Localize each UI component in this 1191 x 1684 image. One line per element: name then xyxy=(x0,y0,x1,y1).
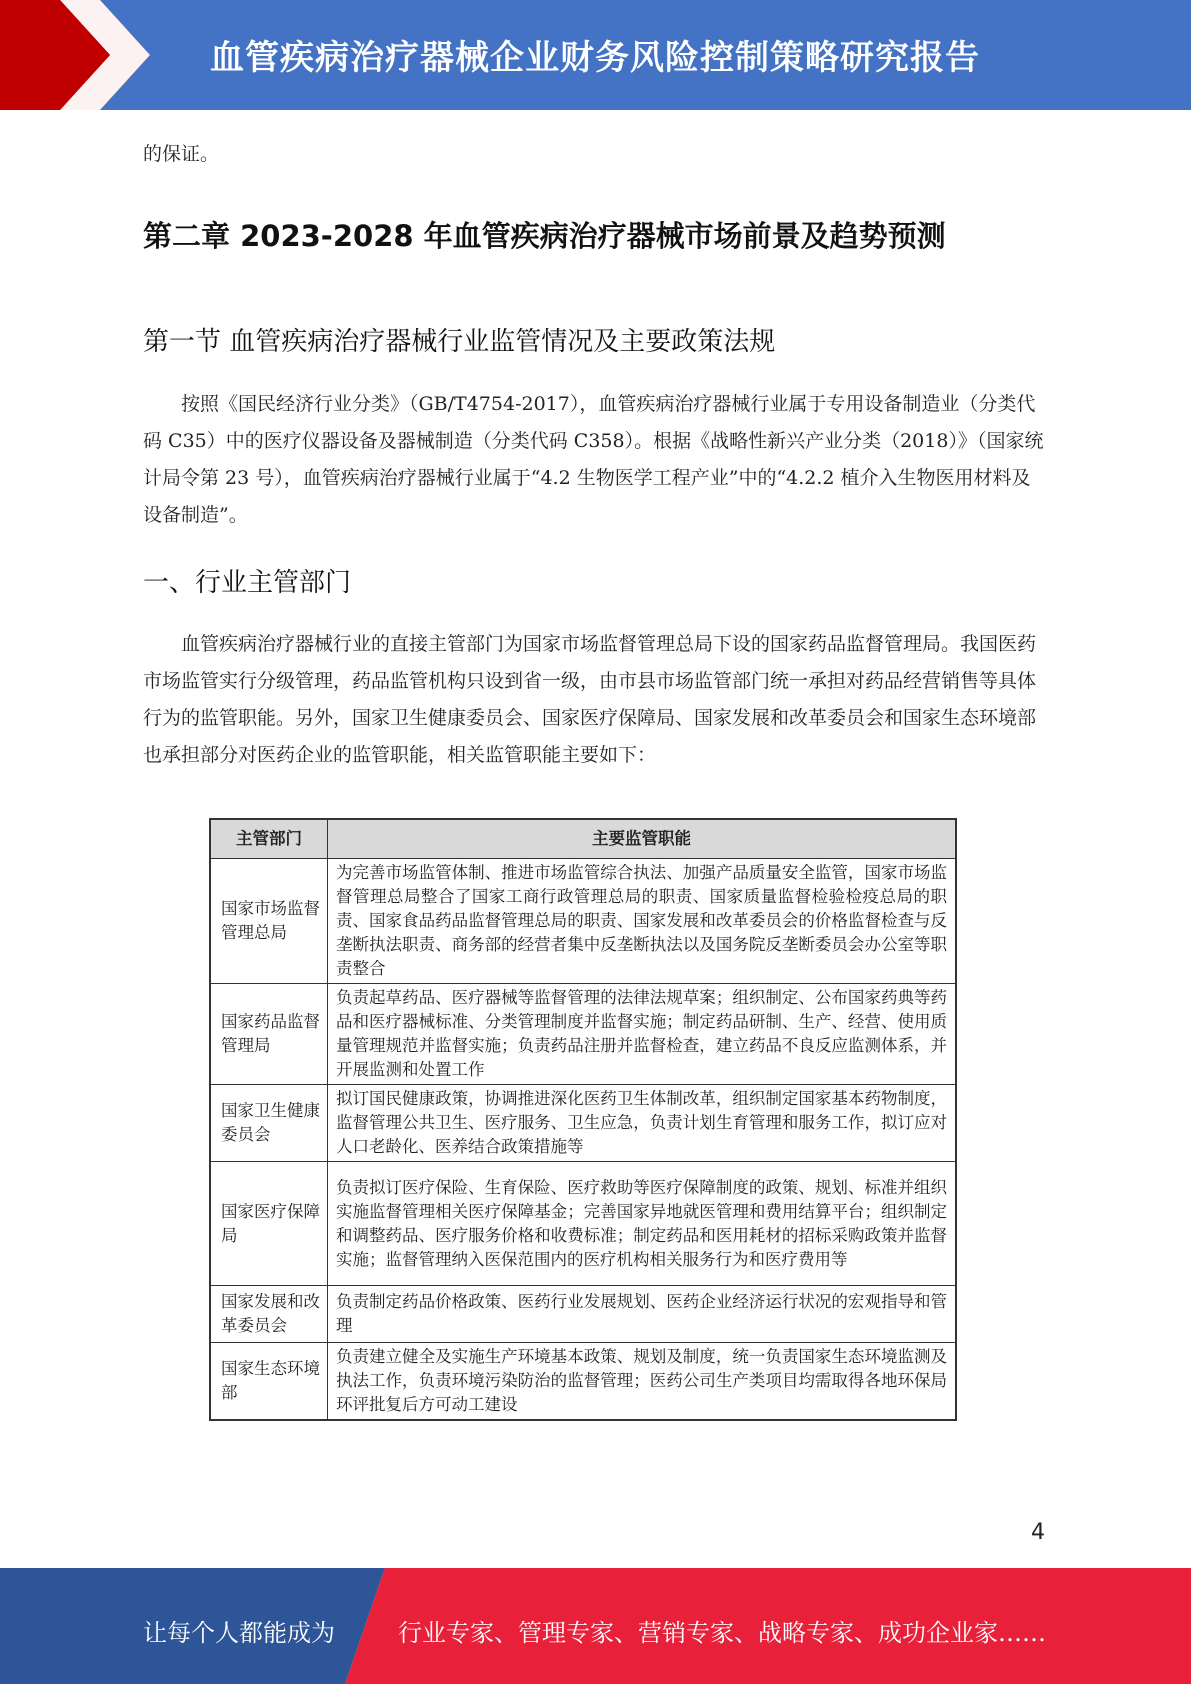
func-cell: 拟订国民健康政策，协调推进深化医药卫生体制改革，组织制定国家基本药物制度，监督管理公共卫生、医疗服务、卫生应急，负责计划生育管理和服务工作，拟订应对人口老龄化、医养结合政策措施等 xyxy=(328,1085,957,1162)
report-title: 血管疾病治疗器械企业财务风险控制策略研究报告 xyxy=(210,38,980,78)
func-cell: 负责建立健全及实施生产环境基本政策、规划及制度，统一负责国家生态环境监测及执法工作，负责环境污染防治的监督管理；医药公司生产类项目均需取得各地环保局环评批复后方可动工建设 xyxy=(328,1343,957,1421)
intro-fragment: 的保证。 xyxy=(143,143,220,165)
table-row xyxy=(210,859,956,984)
page-footer xyxy=(0,1568,1191,1684)
table-row xyxy=(210,1162,956,1286)
header-dept: 主管部门 xyxy=(210,819,328,859)
header-chevron-icon xyxy=(0,0,160,110)
table-row xyxy=(210,1085,956,1162)
subsection-paragraph: 血管疾病治疗器械行业的直接主管部门为国家市场监督管理总局下设的国家药品监督管理局。我国医药市场监管实行分级管理，药品监管机构只设到省一级，由市县市场监管部门统一承担对药品经营销售等具体行为的监管职能。另外，国家卫生健康委员会、国家医疗保障局、国家发展和改革委员会和国家生态环境部也承担部分对医药企业的监管职能，相关监管职能主要如下： xyxy=(143,633,1037,766)
subsection-title: 一、行业主管部门 xyxy=(143,568,352,598)
page-header xyxy=(0,0,1191,110)
dept-cell: 国家药品监督管理局 xyxy=(210,984,328,1085)
page-number: 4 xyxy=(1031,1520,1045,1545)
table-header-row xyxy=(210,819,956,859)
chapter-title: 第二章 2023-2028 年血管疾病治疗器械市场前景及趋势预测 xyxy=(143,219,946,253)
section-title: 第一节 血管疾病治疗器械行业监管情况及主要政策法规 xyxy=(143,327,776,357)
dept-cell: 国家生态环境部 xyxy=(210,1343,328,1421)
table-row xyxy=(210,984,956,1085)
func-cell: 负责制定药品价格政策、医药行业发展规划、医药企业经济运行状况的宏观指导和管理 xyxy=(328,1286,957,1343)
func-cell: 负责起草药品、医疗器械等监督管理的法律法规草案；组织制定、公布国家药典等药品和医疗器械标准、分类管理制度并监督实施；制定药品研制、生产、经营、使用质量管理规范并监督实施；负责药品注册并监督检查，建立药品不良反应监测体系，并开展监测和处置工作 xyxy=(328,984,957,1085)
section-paragraph: 按照《国民经济行业分类》（GB/T4754-2017），血管疾病治疗器械行业属于专用设备制造业（分类代码 C35）中的医疗仪器设备及器械制造（分类代码 C358）。根据《战略性新兴产业分类（2018）》（国家统计局令第 23 号），血管疾病治疗器械行业属于“4.2 生物医学工程产业”中的“4.2.2 植介入生物医用材料及设备制造”。 xyxy=(143,393,1044,526)
func-cell: 负责拟订医疗保险、生育保险、医疗救助等医疗保障制度的政策、规划、标准并组织实施监督管理相关医疗保障基金；完善国家异地就医管理和费用结算平台；组织制定和调整药品、医疗服务价格和收费标准；制定药品和医用耗材的招标采购政策并监督实施；监督管理纳入医保范围内的医疗机构相关服务行为和医疗费用等 xyxy=(328,1162,957,1286)
dept-cell: 国家医疗保障局 xyxy=(210,1162,328,1286)
header-func: 主要监管职能 xyxy=(328,819,957,859)
dept-cell: 国家卫生健康委员会 xyxy=(210,1085,328,1162)
dept-cell: 国家市场监督管理总局 xyxy=(210,859,328,984)
regulators-table xyxy=(209,818,957,1421)
footer-slogan-right: 行业专家、管理专家、营销专家、战略专家、成功企业家…… xyxy=(398,1619,1046,1647)
dept-cell: 国家发展和改革委员会 xyxy=(210,1286,328,1343)
func-cell: 为完善市场监管体制、推进市场监管综合执法、加强产品质量安全监管，国家市场监督管理总局整合了国家工商行政管理总局的职责、国家质量监督检验检疫总局的职责、国家食品药品监督管理总局的职责、国家发展和改革委员会的价格监督检查与反垄断执法职责、商务部的经营者集中反垄断执法以及国务院反垄断委员会办公室等职责整合 xyxy=(328,859,957,984)
footer-slogan-left: 让每个人都能成为 xyxy=(143,1619,335,1647)
table-row xyxy=(210,1286,956,1343)
table-row xyxy=(210,1343,956,1421)
